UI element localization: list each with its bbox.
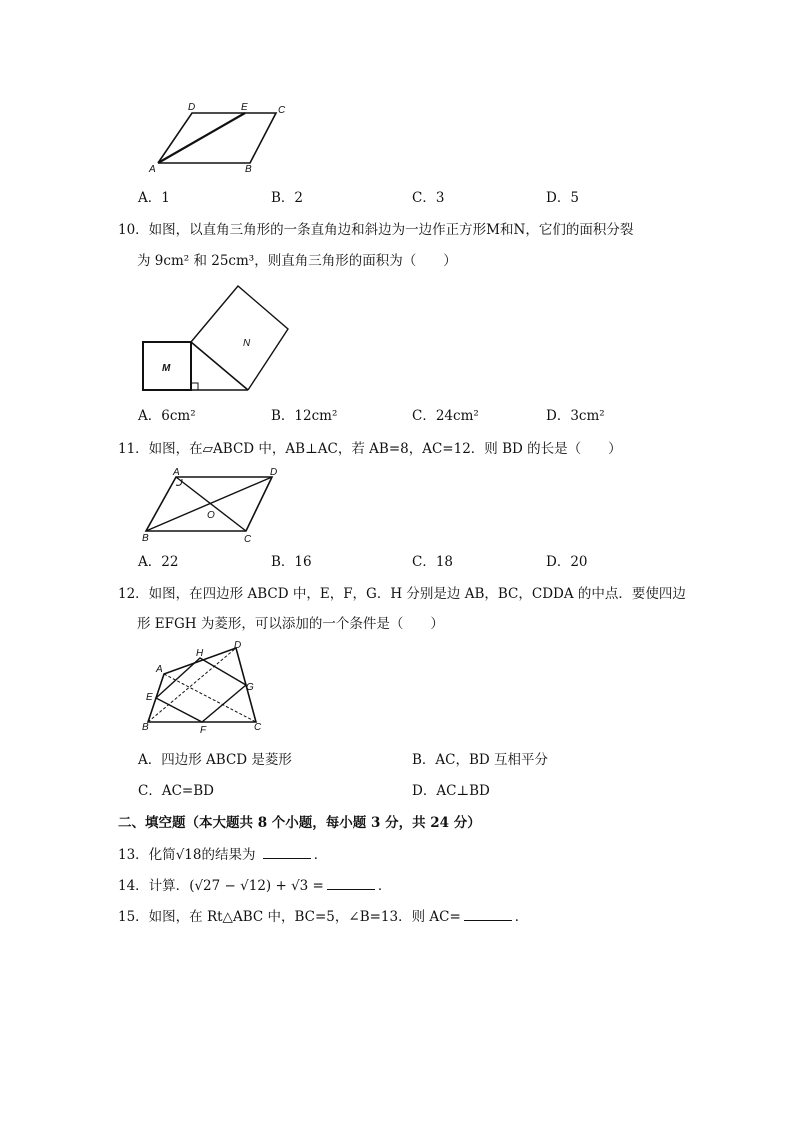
q15-prefix: 15．如图，在 Rt△ABC 中，BC=5，∠B=13．则 AC= [118,909,461,925]
q11-label-d: D [270,467,278,478]
q14-expr: (√27 − √12) + √3 = [189,878,324,894]
q14-suffix: ． [377,878,392,894]
section-title: 二、填空题（本大题共 8 个小题，每小题 3 分，共 24 分） [118,815,481,831]
q12-label-h: H [196,648,204,659]
q10-label-n: N [243,338,251,349]
q11-label-b: B [142,533,149,543]
q12-label-a: A [156,664,163,675]
q9-option-d[interactable]: D．5 [546,190,579,206]
q12-option-a[interactable]: A．四边形 ABCD 是菱形 [138,752,292,768]
q12-label-b: B [142,722,149,733]
q10-option-d[interactable]: D．3cm² [546,408,605,424]
q12-label-d: D [234,640,242,651]
q9-figure [140,100,300,178]
q10-question-line1: 10．如图，以直角三角形的一条直角边和斜边为一边作正方形M和N，它们的面积分裂 [118,222,634,238]
q12-question-line2: 形 EFGH 为菱形，可以添加的一个条件是（ ） [137,616,444,632]
q9-label-e: E [241,102,248,113]
q11-figure [140,465,290,543]
q15-question [118,905,528,925]
q13-answer-blank[interactable] [263,846,311,859]
q13-prefix: 13．化简 [118,847,176,863]
q9-label-d: D [188,102,196,113]
q12-option-d[interactable]: D．AC⊥BD [412,783,490,799]
q10-option-a[interactable]: A．6cm² [138,408,196,424]
q10-label-m: M [162,363,171,374]
q11-label-c: C [244,534,252,543]
q12-option-c[interactable]: C．AC=BD [138,783,214,799]
q12-question-line1: 12．如图，在四边形 ABCD 中，E，F，G．H 分别是边 AB，BC，CDDA 的中点．要使四边 [118,586,686,602]
q15-answer-blank[interactable] [464,908,512,921]
q11-question: 11．如图，在▱ABCD 中，AB⊥AC，若 AB=8，AC=12．则 BD 的长是（ ） [118,441,622,457]
q9-label-b: B [245,164,252,175]
q9-label-a: A [149,164,156,175]
q9-option-c[interactable]: C．3 [412,190,445,206]
q11-option-d[interactable]: D．20 [546,554,588,570]
q14-answer-blank[interactable] [327,877,375,890]
q14-question [118,874,391,894]
q15-suffix: ． [514,909,529,925]
q13-expr: √18 [175,847,202,863]
q10-option-b[interactable]: B．12cm² [271,408,338,424]
q13-question: 13．化简√18的结果为 ． [118,847,328,863]
q10-option-c[interactable]: C．24cm² [412,408,479,424]
q9-option-a[interactable]: A．1 [138,190,170,206]
q10-figure [138,282,298,397]
q11-label-o: O [207,510,215,521]
q12-label-f: F [200,725,207,735]
q12-figure [140,640,270,735]
q9-option-b[interactable]: B．2 [271,190,304,206]
q11-option-c[interactable]: C．18 [412,554,454,570]
q11-option-a[interactable]: A．22 [138,554,179,570]
q12-option-b[interactable]: B．AC，BD 互相平分 [412,752,549,768]
q11-label-a: A [173,467,180,478]
q11-option-b[interactable]: B．16 [271,554,312,570]
q12-label-e: E [146,692,153,703]
q12-label-g: G [246,682,254,693]
q9-label-c: C [278,105,286,116]
q14-prefix: 14．计算． [118,878,190,894]
q12-label-c: C [254,722,262,733]
q10-question-line2: 为 9cm² 和 25cm³，则直角三角形的面积为（ ） [137,253,457,269]
q13-suffix: 的结果为 [201,847,256,863]
